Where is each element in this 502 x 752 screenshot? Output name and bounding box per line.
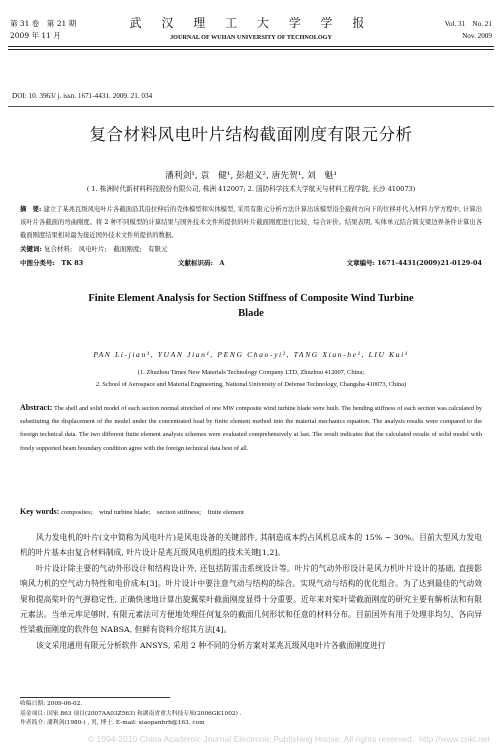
affiliation-en-2: 2. School of Aerospace and Material Engineering, National University of Defense Technology, Changsha 410073, China) (95, 381, 407, 388)
doi-rule (8, 106, 494, 107)
date-en: Nov. 2009 (462, 32, 492, 40)
abstract-en (20, 401, 482, 455)
header-rule (8, 46, 494, 47)
header-rule-thin (8, 49, 494, 50)
affiliations-en (0, 367, 502, 391)
body-paragraph-1: 风力发电机的叶片(文中简称为风电叶片)是风电设备的关键部件, 其制造成本约占风机总成本的 15% ~ 30%。目前大型风力发电机的叶片基本由复合材料制成, 叶片设计是兆瓦级风电机组的技术关键[1,2]。 (20, 533, 482, 558)
keywords-en (20, 506, 244, 516)
body-text (20, 530, 482, 653)
abstract-cn-label: 摘 要: (20, 206, 42, 213)
keywords-cn (20, 244, 168, 253)
footnote (20, 700, 242, 729)
date-cn: 2009 年 11 月 (10, 31, 61, 40)
clc-number: 中图分类号: TK 83 (20, 259, 84, 267)
affiliations-cn: ( 1. 株洲时代新材料科技股份有限公司, 株洲 412007; 2. 国防科学技术大学航天与材料工程学院, 长沙 410073) (86, 185, 416, 193)
keywords-en-text: composites; wind turbine blade; section stiffness; finite element (60, 509, 244, 516)
journal-name-en: JOURNAL OF WUHAN UNIVERSITY OF TECHNOLOGY (170, 34, 332, 41)
footnote-fund: 基金项目: 国家 863 项目(2007AA03Z563) 和湖南省重大科技专项(2006GK1002) . (20, 710, 242, 717)
keywords-cn-text: 复合材料; 风电叶片; 截面刚度; 有限元 (43, 245, 168, 253)
volume-issue-cn: 第 31 卷 第 21 期 (10, 19, 77, 28)
abstract-en-text: The shell and solid model of each section normal stretched of one MW composite wind turbine blade were built. The bending stiffness of each section was calculated by substituting the displacement of the model under the concentrated load by finite element method into the material mechanics equation. The analysis results were compared to the foreign technical data. The two different finite element analysis schemes were evaluated comprehensively at last. The result indicates that the calculated results of solid model with freely supported beam boundary condition agree with the foreign technical data best of all. (20, 405, 482, 452)
volume-issue-en: Vol. 31 No. 21 (444, 20, 492, 28)
paper-title-cn: 复合材料风电叶片结构截面刚度有限元分析 (89, 125, 413, 144)
doi[interactable]: DOI: 10. 3963/ j. issn. 1671-4431. 2009. 21. 034 (12, 92, 153, 100)
footnote-author: 作者简介: 潘利剑(1980-) , 男, 博士. E-mail: xiaopanhrh@163. com (20, 720, 205, 726)
watermark-url[interactable]: http://www.cnki.net (419, 734, 490, 744)
authors-cn: 潘利剑¹, 袁 健¹, 彭超义², 唐先贺¹, 刘 魁¹ (165, 171, 337, 181)
article-number: 文章编号: 1671-4431(2009)21-0129-04 (346, 259, 482, 267)
journal-masthead (110, 14, 392, 41)
abstract-cn (20, 203, 482, 242)
paper-title-en (0, 291, 502, 321)
keywords-en-label: Key words: (20, 507, 60, 516)
header-volume-info-en (445, 18, 492, 42)
authors-en: PAN Li-jian¹, YUAN Jian¹, PENG Chao-yi², TANG Xian-he¹, LIU Kui¹ (93, 350, 409, 359)
abstract-en-label: Abstract: (20, 403, 53, 412)
header-volume-info (10, 18, 76, 42)
journal-name-cn: 武 汉 理 工 大 学 学 报 (129, 16, 373, 30)
footnote-received: 收稿日期: 2009-06-02. (20, 701, 83, 707)
keywords-cn-label: 关键词: (20, 245, 42, 253)
footnote-rule (20, 697, 170, 698)
watermark (0, 734, 502, 744)
affiliation-en-1: (1. Zhuzhou Times New Materials Technology Company LTD, Zhuzhou 412007, China; (137, 369, 365, 376)
watermark-copyright: © 1994-2010 China Academic Journal Electronic Publishing House. All rights reserved. (87, 734, 415, 744)
body-paragraph-3: 该文采用通用有限元分析软件 ANSYS, 采用 2 种不同的分析方案对某兆瓦级风电叶片各截面刚度进行 (36, 640, 386, 650)
abstract-cn-text: 建立了某兆瓦级风电叶片各截面沿其沿拉伸后的壳体模型和实体模型, 采用有限元分析方法计算出该模型沿全载荷方向下的位移并代入材料力学方程中, 计算出该叶片各截面的弯曲刚度。将 2 种不同模型的计算结果与国外技术文件所提供的叶片截面刚度进行比较、综合评价。结果表明, 实体单元结合简支梁边界条件计算出各截面刚度结果相对最为接近国外技术文件所提供的数据。 (20, 206, 482, 239)
paper-title-en-text: Finite Element Analysis for Section Stiffness of Composite Wind Turbine Blade (88, 293, 414, 319)
body-paragraph-2: 叶片设计除主要的气动外形设计和结构设计外, 还包括防雷击系统设计等。叶片的气动外形设计是风力机叶片设计的基础, 直接影响风力机的空气动力特性和电价成本[3]。叶片设计中要注意气动与结构的综合。实现气动与结构的优化组合。为了达到最佳的气动效果和提高桨叶的气弹稳定性, 正确快速地计算出旋翼桨叶截面刚度显得十分重要。近年来对桨叶梁截面刚度的研究主要有解析法和有限元素法。当单元库足够时, 有限元素法可方便地处理任何复杂的截面几何形状和任意的材料分布。目前国外有用于处理非均匀、各向异性梁截面刚度的软件包 NABSA, 但鲜有资料介绍其方法[4]。 (20, 563, 482, 635)
document-code: 文献标识码: A (178, 259, 225, 267)
